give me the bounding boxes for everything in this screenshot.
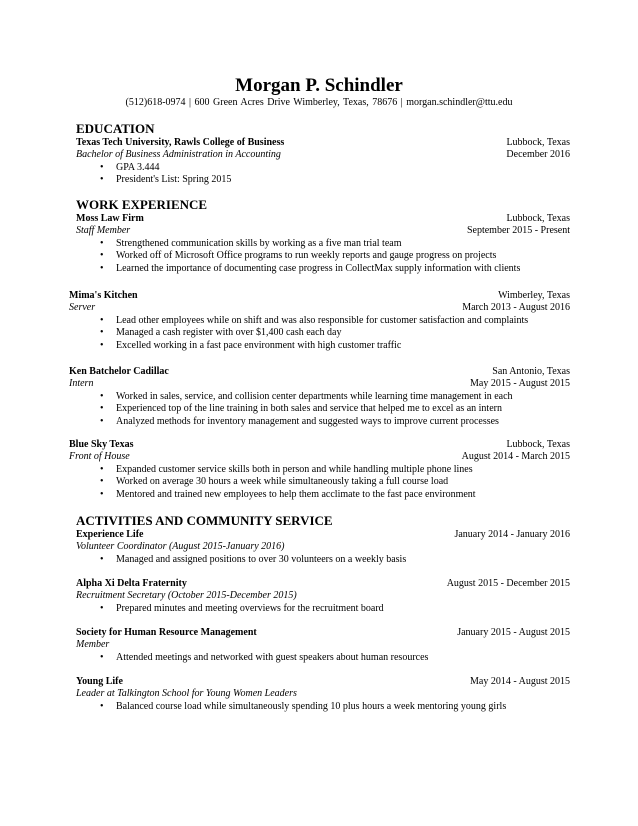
education-school-row [76,137,570,149]
activity-bullets [84,652,570,664]
job-location: San Antonio, Texas [492,366,570,377]
bullet-item: • Prepared minutes and meeting overviews for the recruitment board [84,603,570,615]
activity-org: Young Life [76,676,123,687]
job-block [69,439,570,501]
education-bullets [84,162,570,187]
bullet-item: • Worked off of Microsoft Office programs to run weekly reports and gauge progress on projects [84,250,570,262]
job-role: Intern [69,378,94,390]
school-name: Texas Tech University, Rawls College of Business [76,137,285,148]
activity-date: May 2014 - August 2015 [470,676,570,687]
activity-bullets [84,603,570,615]
activity-role: Member [76,639,110,651]
activity-org: Experience Life [76,529,144,540]
activities-heading: ACTIVITIES AND COMMUNITY SERVICE [76,513,333,528]
bullet-item: • President's List: Spring 2015 [84,174,570,186]
activity-org-row [76,529,570,541]
job-date: September 2015 - Present [466,225,570,237]
activity-block [76,529,570,566]
bullet-item: • Analyzed methods for inventory management and suggested ways to improve current processes [84,416,570,428]
job-bullets [84,315,570,352]
bullet-item: • Attended meetings and networked with guest speakers about human resources [84,652,570,664]
bullet-item: • Experienced top of the line training in both sales and service that helped me to excel as an intern [84,403,570,415]
activity-org: Society for Human Resource Management [76,627,257,638]
job-org-row [69,366,570,378]
bullet-item: • Balanced course load while simultaneously spending 10 plus hours a week mentoring young girls [84,701,570,713]
activity-role-row [76,688,570,700]
bullet-item: • Learned the importance of documenting case progress in CollectMax supply information with clients [84,263,570,275]
job-role-row [69,378,570,390]
activity-bullets [84,554,570,566]
degree-date: December 2016 [506,149,570,161]
work-heading: WORK EXPERIENCE [76,197,208,212]
education-heading: EDUCATION [76,121,155,136]
bullet-item: • Excelled working in a fast pace environment with high customer traffic [84,340,570,352]
job-org-row [76,213,570,225]
job-location: Lubbock, Texas [506,439,570,450]
bullet-item: • Worked on average 30 hours a week while simultaneously taking a full course load [84,476,570,488]
activity-org: Alpha Xi Delta Fraternity [76,578,187,589]
school-location: Lubbock, Texas [506,137,570,148]
job-role: Front of House [69,451,130,463]
job-bullets [84,391,570,428]
job-org: Ken Batchelor Cadillac [69,366,169,377]
bullet-item: • Expanded customer service skills both in person and while handling multiple phone lines [84,464,570,476]
degree-name: Bachelor of Business Administration in Accounting [76,149,281,161]
bullet-item: • Strengthened communication skills by working as a five man trial team [84,238,570,250]
job-role: Server [69,302,96,314]
activity-block [76,627,570,664]
job-location: Lubbock, Texas [506,213,570,224]
activity-date: January 2015 - August 2015 [457,627,570,638]
activity-block [76,578,570,615]
bullet-item: • GPA 3.444 [84,162,570,174]
job-role-row [69,451,570,463]
job-bullets [84,464,570,501]
job-block [69,290,570,352]
activity-role-row [76,639,570,651]
job-org: Mima's Kitchen [69,290,138,301]
job-org-row [69,439,570,451]
activity-role: Volunteer Coordinator (August 2015-January 2016) [76,541,285,553]
activity-role: Recruitment Secretary (October 2015-December 2015) [76,590,297,602]
education-block [76,137,570,187]
bullet-item: • Managed a cash register with over $1,400 cash each day [84,327,570,339]
job-org-row [69,290,570,302]
job-role-row [69,302,570,314]
bullet-item: • Managed and assigned positions to over 30 volunteers on a weekly basis [84,554,570,566]
job-date: March 2013 - August 2016 [462,302,570,314]
activity-block [76,676,570,713]
activity-date: January 2014 - January 2016 [454,529,570,540]
education-degree-row [76,149,570,161]
job-role: Staff Member [76,225,131,237]
activity-role: Leader at Talkington School for Young Women Leaders [76,688,297,700]
bullet-item: • Mentored and trained new employees to help them acclimate to the fast pace environment [84,489,570,501]
activity-role-row [76,541,570,553]
job-date: August 2014 - March 2015 [461,451,570,463]
job-date: May 2015 - August 2015 [470,378,570,390]
job-role-row [76,225,570,237]
job-block [76,213,570,275]
activity-role-row [76,590,570,602]
bullet-item: • Lead other employees while on shift and was also responsible for customer satisfaction and complaints [84,315,570,327]
resume-name: Morgan P. Schindler [235,75,403,96]
activity-bullets [84,701,570,713]
activity-date: August 2015 - December 2015 [446,578,570,589]
job-location: Wimberley, Texas [498,290,570,301]
activity-org-row [76,627,570,639]
activity-org-row [76,578,570,590]
job-org: Blue Sky Texas [69,439,134,450]
job-block [69,366,570,428]
bullet-item: • Worked in sales, service, and collision center departments while learning time management in each [84,391,570,403]
activity-org-row [76,676,570,688]
job-org: Moss Law Firm [76,213,144,224]
contact-line: (512)618-0974 | 600 Green Acres Drive Wimberley, Texas, 78676 | morgan.schindler@ttu.edu [125,97,513,108]
job-bullets [84,238,570,275]
